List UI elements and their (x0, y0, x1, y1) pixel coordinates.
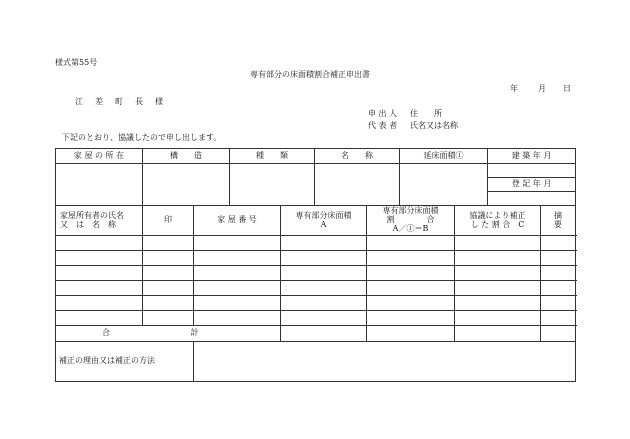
name-label: 氏名又は名称 (410, 121, 458, 130)
ratio-header-line1: 専有部分床面積 (382, 206, 439, 216)
registered-date-cell[interactable] (488, 192, 576, 206)
table-row (56, 266, 576, 281)
table-row (56, 311, 576, 326)
area-header (281, 206, 367, 236)
table-row (56, 251, 576, 266)
reason-row (56, 342, 576, 382)
agreed-ratio-header-line1: 協議により補正 (469, 210, 526, 220)
date-day: 日 (563, 84, 571, 93)
type-header: 種 類 (230, 149, 315, 164)
table-row (56, 281, 576, 296)
total-area-cell[interactable] (281, 326, 367, 342)
area-header-line1: 専有部分床面積 (295, 210, 352, 220)
owner-header-row (56, 206, 576, 236)
location-header: 家 屋 の 所 在 (56, 149, 143, 164)
agreed-ratio-header-line2: し た 割 合 C (470, 219, 525, 229)
total-ratio-cell[interactable] (367, 326, 455, 342)
form-table (55, 148, 602, 382)
owner-name-header-line1: 家屋所有者の氏名 (60, 210, 124, 220)
ratio-header-line2: 割 合 (386, 215, 435, 225)
total-row (56, 326, 576, 342)
house-number-header: 家 屋 番 号 (194, 206, 281, 236)
table-row (56, 296, 576, 311)
applicant-label: 申 出 人 (368, 109, 398, 118)
total-label-1: 合 (102, 328, 110, 338)
name-cell[interactable] (315, 164, 400, 206)
ratio-header (367, 206, 455, 236)
intro-text: 下記のとおり、協議したので申し出します。 (62, 133, 222, 142)
type-cell[interactable] (230, 164, 315, 206)
total-agreed-cell[interactable] (455, 326, 541, 342)
date-month: 月 (538, 84, 546, 93)
seal-header: 印 (143, 206, 194, 236)
table-row (56, 236, 576, 251)
representative-label: 代 表 者 (368, 121, 398, 130)
total-summary-cell[interactable] (541, 326, 576, 342)
location-cell[interactable] (56, 164, 143, 206)
registered-date-header: 登 記 年 月 (488, 178, 576, 192)
owner-name-header (56, 206, 143, 236)
structure-header: 構 造 (143, 149, 230, 164)
total-label-cell (56, 326, 281, 342)
owner-name-header-line2: 又 は 名 称 (60, 219, 116, 229)
page-title: 専有部分の床面積割合補正申出書 (250, 70, 370, 79)
ratio-header-line3: A／①＝B (392, 223, 429, 233)
reason-label: 補正の理由又は補正の方法 (56, 342, 194, 382)
form-number: 様式第55号 (55, 58, 98, 67)
date-year: 年 (510, 84, 518, 93)
addressee: 江 差 町 長 様 (75, 97, 165, 106)
top-header-row (56, 149, 576, 164)
address-label: 住 所 (410, 109, 442, 118)
area-header-line2: A (320, 219, 327, 229)
summary-header: 摘 要 (541, 206, 576, 236)
built-date-cell[interactable] (488, 164, 576, 178)
total-label-2: 計 (190, 328, 199, 338)
built-date-header: 建 築 年 月 (488, 149, 576, 164)
structure-cell[interactable] (143, 164, 230, 206)
agreed-ratio-header (455, 206, 541, 236)
floor-area-header: 延床面積① (400, 149, 488, 164)
reason-cell[interactable] (194, 342, 576, 382)
name-header: 名 称 (315, 149, 400, 164)
floor-area-cell[interactable] (400, 164, 488, 206)
